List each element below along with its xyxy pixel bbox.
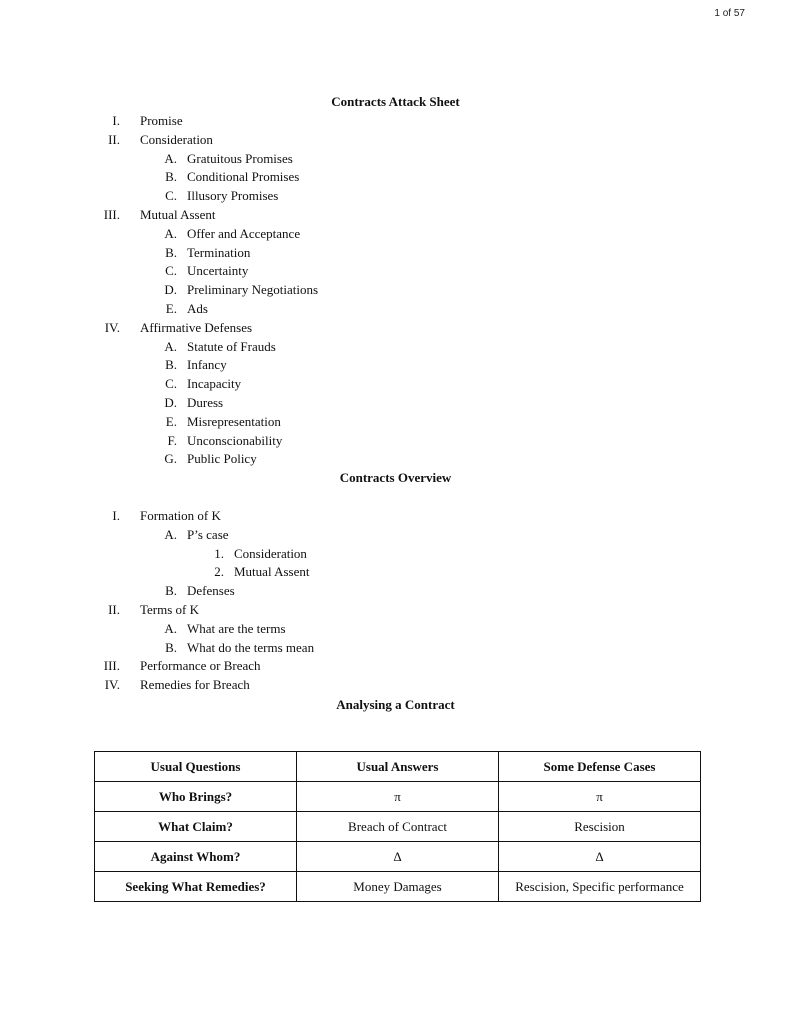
attack-sheet-item (0, 112, 791, 130)
outline-number: A. (164, 526, 177, 542)
attack-sheet-item (0, 225, 791, 243)
table-row (95, 842, 701, 872)
attack-sheet-item (0, 281, 791, 299)
outline-number: 2. (214, 564, 224, 580)
outline-number: A. (164, 225, 177, 241)
attack-sheet-item (0, 356, 791, 374)
outline-text: Promise (140, 113, 183, 128)
outline-text: What are the terms (187, 620, 286, 636)
table-header-cell: Some Defense Cases (499, 752, 701, 782)
table-row (95, 872, 701, 902)
outline-number: A. (164, 338, 177, 354)
outline-text: Consideration (234, 545, 307, 561)
outline-text: Uncertainty (187, 263, 249, 279)
outline-text: Misrepresentation (187, 413, 281, 429)
outline-number: D. (164, 395, 177, 410)
overview-item (0, 639, 791, 657)
outline-number: B. (165, 169, 177, 185)
outline-number: B. (165, 357, 177, 373)
outline-text: Preliminary Negotiations (187, 282, 319, 298)
overview-item (0, 526, 791, 544)
table-row (95, 812, 701, 842)
attack-sheet-item (0, 300, 791, 318)
outline-number: D. (164, 282, 177, 298)
outline-text: Gratuitous Promises (187, 150, 293, 166)
attack-sheet-title: Contracts Attack Sheet (331, 94, 460, 109)
table-cell: π (297, 782, 499, 812)
table-cell: Rescision, Specific performance (499, 872, 701, 902)
outline-number: A. (164, 620, 177, 636)
overview-item (0, 507, 791, 525)
attack-sheet-item (0, 413, 791, 431)
outline-text: Remedies for Breach (140, 677, 250, 693)
overview-title: Contracts Overview (339, 470, 452, 485)
outline-number: II. (108, 602, 120, 617)
outline-text: Offer and Acceptance (187, 225, 301, 241)
attack-sheet-item (0, 262, 791, 280)
outline-text: Performance or Breach (140, 658, 261, 674)
outline-number: I. (112, 508, 120, 523)
attack-sheet-item (0, 168, 791, 186)
outline-number: I. (112, 113, 120, 128)
table-cell: Δ (297, 842, 499, 872)
table-header-row (95, 752, 701, 782)
attack-sheet-item (0, 338, 791, 356)
outline-text: Unconscionability (187, 432, 283, 448)
table-row-label: Who Brings? (95, 782, 297, 812)
outline-text: Termination (187, 244, 251, 260)
overview-item (0, 676, 791, 694)
attack-sheet-item (0, 394, 791, 412)
outline-number: III. (103, 658, 120, 674)
table-cell: Money Damages (297, 872, 499, 902)
table-row-label: Seeking What Remedies? (95, 872, 297, 902)
table-header-cell: Usual Questions (95, 752, 297, 782)
attack-sheet-item (0, 187, 791, 205)
outline-text: Statute of Frauds (187, 338, 276, 354)
outline-number: B. (165, 639, 177, 655)
analysis-table (94, 751, 701, 902)
overview-item (0, 657, 791, 675)
outline-text: Conditional Promises (187, 169, 300, 185)
outline-text: Ads (187, 301, 208, 316)
outline-text: Public Policy (187, 451, 257, 467)
outline-number: G. (164, 451, 177, 467)
outline-text: Illusory Promises (187, 188, 279, 204)
outline-number: B. (165, 583, 177, 599)
attack-sheet-item (0, 319, 791, 337)
page-number: 1 of 57 (714, 8, 745, 19)
outline-number: 1. (214, 545, 224, 561)
outline-number: E. (165, 413, 177, 429)
outline-number: C. (165, 376, 177, 392)
table-row-label: Against Whom? (95, 842, 297, 872)
table-cell: Breach of Contract (297, 812, 499, 842)
outline-text: Mutual Assent (234, 564, 310, 580)
overview-item (0, 563, 791, 581)
outline-text: Duress (187, 395, 224, 410)
outline-text: Mutual Assent (140, 207, 216, 222)
attack-sheet-item (0, 375, 791, 393)
outline-text: Terms of K (140, 602, 200, 617)
attack-sheet-item (0, 150, 791, 168)
outline-text: P’s case (187, 526, 229, 542)
outline-number: C. (165, 188, 177, 204)
attack-sheet-item (0, 206, 791, 224)
outline-number: B. (165, 244, 177, 260)
table-header-cell: Usual Answers (297, 752, 499, 782)
attack-sheet-item (0, 131, 791, 149)
overview-item (0, 601, 791, 619)
outline-number: III. (103, 207, 120, 222)
table-cell: π (499, 782, 701, 812)
table-cell: Δ (499, 842, 701, 872)
outline-text: Incapacity (187, 376, 242, 392)
attack-sheet-item (0, 432, 791, 450)
outline-number: II. (108, 131, 120, 147)
analysis-title: Analysing a Contract (336, 697, 455, 712)
table-row-label: What Claim? (95, 812, 297, 842)
outline-number: IV. (104, 677, 120, 693)
attack-sheet-item (0, 450, 791, 468)
outline-text: Consideration (140, 131, 213, 147)
outline-number: F. (167, 432, 177, 448)
attack-sheet-item (0, 244, 791, 262)
overview-item (0, 545, 791, 563)
table-row (95, 782, 701, 812)
outline-text: Formation of K (140, 508, 221, 523)
overview-item (0, 620, 791, 638)
outline-number: A. (164, 150, 177, 166)
outline-number: IV. (104, 319, 120, 335)
outline-text: Affirmative Defenses (140, 319, 253, 335)
overview-item (0, 582, 791, 600)
table-cell: Rescision (499, 812, 701, 842)
outline-text: Defenses (187, 583, 235, 599)
outline-number: C. (165, 263, 177, 279)
outline-number: E. (165, 301, 177, 316)
outline-text: Infancy (187, 357, 227, 373)
outline-text: What do the terms mean (187, 639, 315, 655)
